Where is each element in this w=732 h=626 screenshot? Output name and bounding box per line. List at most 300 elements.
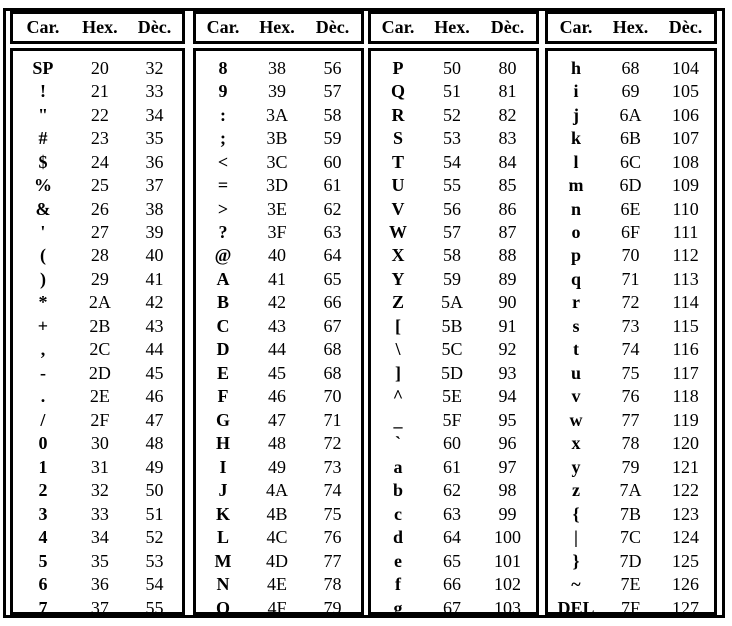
cell-dec: 64: [323, 245, 342, 266]
table-row: [196, 79, 361, 102]
cell-car: ;: [220, 128, 227, 149]
cell-hex: 51: [443, 81, 462, 102]
cell-hex: 59: [443, 268, 462, 289]
table-row: [371, 478, 536, 501]
cell-hex: 44: [268, 339, 287, 360]
table-row: [371, 361, 536, 384]
cell-hex: 29: [90, 268, 109, 289]
cell-dec: 87: [498, 222, 517, 243]
cell-hex: 37: [90, 597, 109, 618]
table-row: [13, 56, 182, 79]
cell-dec: 112: [672, 245, 699, 266]
cell-dec: 109: [672, 175, 700, 196]
cell-hex: 60: [443, 433, 462, 454]
table-row: [548, 478, 714, 501]
cell-car: ?: [218, 222, 228, 243]
cell-car: p: [570, 245, 581, 266]
header-hex: Hex.: [259, 17, 295, 37]
cell-car: b: [393, 480, 404, 501]
cell-hex: 3F: [267, 222, 287, 243]
cell-car: \: [395, 339, 401, 360]
cell-car: Z: [392, 292, 405, 313]
cell-car: ^: [392, 386, 404, 407]
cell-car: e: [394, 550, 403, 571]
table-row: [548, 572, 714, 595]
table-row: [196, 502, 361, 525]
cell-car: f: [395, 574, 402, 595]
table-row: [196, 56, 361, 79]
cell-dec: 50: [145, 480, 164, 501]
cell-hex: 76: [621, 386, 640, 407]
cell-hex: 3E: [267, 198, 288, 219]
table-row: [196, 314, 361, 337]
cell-dec: 77: [323, 550, 342, 571]
table-row: [13, 291, 182, 314]
cell-dec: 55: [145, 597, 164, 618]
cell-dec: 100: [494, 527, 522, 548]
header-dec: Dèc.: [490, 17, 525, 37]
cell-dec: 102: [494, 574, 522, 595]
cell-dec: 54: [145, 574, 164, 595]
cell-dec: 78: [323, 574, 342, 595]
cell-car: I: [219, 456, 227, 477]
cell-hex: 46: [268, 386, 287, 407]
cell-car: 0: [38, 433, 48, 454]
cell-dec: 125: [672, 550, 700, 571]
cell-car: ]: [395, 362, 402, 383]
cell-car: C: [216, 315, 230, 336]
cell-dec: 35: [145, 128, 164, 149]
cell-hex: 61: [443, 456, 462, 477]
cell-car: 8: [218, 57, 228, 78]
table-row: [548, 455, 714, 478]
cell-hex: 23: [90, 128, 109, 149]
cell-dec: 40: [145, 245, 164, 266]
table-panel-4: [545, 11, 717, 618]
cell-hex: 25: [90, 175, 109, 196]
cell-dec: 96: [498, 433, 517, 454]
cell-dec: 37: [145, 175, 164, 196]
cell-dec: 36: [145, 151, 164, 172]
cell-car: X: [391, 245, 405, 266]
cell-dec: 98: [498, 480, 517, 501]
cell-hex: 2D: [88, 362, 111, 383]
table-row: [13, 338, 182, 361]
cell-car: 3: [38, 503, 48, 524]
cell-dec: 49: [145, 456, 164, 477]
cell-hex: 3D: [266, 175, 289, 196]
cell-hex: 73: [621, 315, 640, 336]
table-row: [548, 408, 714, 431]
cell-dec: 103: [494, 597, 522, 618]
cell-dec: 108: [672, 151, 700, 172]
cell-car: d: [393, 527, 404, 548]
table-row: [548, 220, 714, 243]
cell-dec: 88: [498, 245, 517, 266]
cell-car: @: [214, 245, 232, 266]
cell-hex: 71: [621, 268, 640, 289]
cell-car: N: [216, 574, 230, 595]
cell-car: L: [217, 527, 230, 548]
table-row: [13, 150, 182, 173]
header-car: Car.: [381, 17, 415, 37]
table-row: [13, 244, 182, 267]
table-row: [548, 267, 714, 290]
cell-hex: 2B: [89, 315, 111, 336]
cell-dec: 46: [145, 386, 164, 407]
cell-dec: 111: [672, 222, 699, 243]
table-row: [196, 126, 361, 149]
cell-dec: 61: [323, 175, 342, 196]
table-row: [13, 455, 182, 478]
header-hex: Hex.: [434, 17, 470, 37]
cell-hex: 4C: [266, 527, 288, 548]
cell-car: |: [574, 527, 578, 548]
cell-car: t: [572, 339, 579, 360]
table-row: [196, 432, 361, 455]
cell-hex: 52: [443, 104, 462, 125]
cell-hex: 4A: [266, 480, 289, 501]
cell-dec: 94: [498, 386, 517, 407]
cell-dec: 85: [498, 175, 517, 196]
table-row: [13, 478, 182, 501]
cell-hex: 58: [443, 245, 462, 266]
table-row: [196, 267, 361, 290]
cell-dec: 84: [498, 151, 517, 172]
table-row: [196, 338, 361, 361]
table-row: [548, 56, 714, 79]
cell-hex: 35: [90, 550, 109, 571]
table-row: [548, 338, 714, 361]
cell-car: 2: [38, 480, 48, 501]
cell-car: D: [216, 339, 230, 360]
cell-car: T: [392, 151, 405, 172]
cell-car: n: [570, 198, 581, 219]
column-header-row: [10, 11, 185, 44]
cell-car: ": [37, 104, 48, 125]
table-row: [196, 150, 361, 173]
table-row: [196, 220, 361, 243]
cell-hex: 39: [268, 81, 287, 102]
cell-car: q: [570, 268, 581, 289]
cell-car: z: [571, 480, 580, 501]
table-panel-3: [368, 11, 539, 618]
cell-dec: 123: [672, 503, 700, 524]
cell-car: A: [216, 268, 230, 289]
table-row: [548, 103, 714, 126]
cell-car: E: [217, 362, 230, 383]
cell-hex: 42: [268, 292, 287, 313]
cell-hex: 5B: [441, 315, 463, 336]
cell-hex: 62: [443, 480, 462, 501]
cell-car: DEL: [557, 597, 595, 618]
table-row: [13, 361, 182, 384]
table-row: [371, 173, 536, 196]
cell-dec: 107: [672, 128, 700, 149]
cell-hex: 31: [90, 456, 109, 477]
table-row: [196, 478, 361, 501]
cell-hex: 4F: [267, 597, 287, 618]
header-dec: Dèc.: [668, 17, 703, 37]
cell-hex: 3B: [266, 128, 288, 149]
cell-dec: 74: [323, 480, 342, 501]
cell-car: h: [570, 57, 581, 78]
cell-car: K: [216, 503, 231, 524]
cell-hex: 5A: [441, 292, 464, 313]
cell-hex: 27: [90, 222, 109, 243]
cell-car: :: [220, 104, 227, 125]
table-body: [193, 48, 364, 618]
cell-dec: 113: [672, 268, 699, 289]
cell-dec: 68: [323, 339, 342, 360]
table-row: [371, 220, 536, 243]
table-row: [13, 126, 182, 149]
table-panel-1: [10, 11, 185, 618]
cell-car: +: [37, 315, 49, 336]
cell-hex: 74: [621, 339, 640, 360]
cell-hex: 3C: [266, 151, 288, 172]
cell-car: ,: [40, 339, 46, 360]
cell-hex: 53: [443, 128, 462, 149]
cell-dec: 79: [323, 597, 342, 618]
cell-dec: 56: [323, 57, 342, 78]
cell-hex: 3A: [266, 104, 289, 125]
table-row: [13, 385, 182, 408]
table-row: [548, 197, 714, 220]
cell-dec: 75: [323, 503, 342, 524]
cell-hex: 6E: [620, 198, 641, 219]
cell-dec: 59: [323, 128, 342, 149]
cell-car: 4: [38, 527, 48, 548]
cell-dec: 72: [323, 433, 342, 454]
table-row: [371, 596, 536, 619]
table-row: [548, 126, 714, 149]
cell-hex: 30: [90, 433, 109, 454]
table-row: [196, 291, 361, 314]
table-row: [548, 502, 714, 525]
cell-hex: 79: [621, 456, 640, 477]
cell-dec: 91: [498, 315, 517, 336]
header-hex: Hex.: [612, 17, 649, 37]
table-row: [371, 572, 536, 595]
cell-dec: 120: [672, 433, 700, 454]
cell-hex: 55: [443, 175, 462, 196]
table-row: [548, 361, 714, 384]
column-header-row: [193, 11, 364, 44]
cell-hex: 78: [621, 433, 640, 454]
cell-car: SP: [32, 57, 54, 78]
cell-dec: 73: [323, 456, 342, 477]
cell-hex: 4B: [266, 503, 288, 524]
cell-dec: 124: [672, 527, 700, 548]
cell-car: M: [214, 550, 232, 571]
cell-dec: 47: [145, 409, 164, 430]
cell-car: w: [569, 409, 583, 430]
cell-hex: 49: [268, 456, 287, 477]
cell-dec: 121: [672, 456, 700, 477]
cell-car: o: [571, 222, 581, 243]
cell-car: V: [391, 198, 405, 219]
column-header-row: [368, 11, 539, 44]
cell-car: k: [570, 128, 581, 149]
cell-dec: 57: [323, 81, 342, 102]
table-row: [196, 197, 361, 220]
table-row: [548, 549, 714, 572]
cell-hex: 7C: [620, 527, 642, 548]
cell-hex: 40: [268, 245, 287, 266]
cell-car: _: [393, 409, 403, 430]
cell-hex: 43: [268, 315, 287, 336]
cell-car: v: [571, 386, 581, 407]
cell-dec: 117: [672, 362, 699, 383]
cell-dec: 67: [323, 315, 342, 336]
cell-car: &: [35, 198, 51, 219]
table-row: [371, 197, 536, 220]
cell-dec: 83: [498, 128, 517, 149]
cell-dec: 41: [145, 268, 164, 289]
table-row: [13, 549, 182, 572]
cell-hex: 56: [443, 198, 462, 219]
cell-dec: 95: [498, 409, 517, 430]
cell-dec: 63: [323, 222, 342, 243]
cell-hex: 45: [268, 362, 287, 383]
cell-hex: 24: [90, 151, 109, 172]
cell-car: .: [40, 386, 46, 407]
cell-car: (: [39, 245, 46, 266]
table-row: [196, 596, 361, 619]
cell-hex: 66: [443, 574, 462, 595]
table-row: [548, 244, 714, 267]
table-row: [548, 173, 714, 196]
cell-dec: 60: [323, 151, 342, 172]
cell-car: !: [39, 81, 46, 102]
cell-car: /: [40, 409, 46, 430]
table-row: [196, 455, 361, 478]
cell-car: ~: [571, 574, 581, 595]
cell-car: j: [572, 104, 579, 125]
cell-hex: 7A: [619, 480, 642, 501]
cell-car: P: [392, 57, 404, 78]
cell-dec: 110: [672, 198, 699, 219]
cell-dec: 81: [498, 81, 517, 102]
cell-car: J: [218, 480, 228, 501]
cell-hex: 5E: [442, 386, 463, 407]
table-row: [13, 596, 182, 619]
cell-dec: 115: [672, 315, 699, 336]
table-row: [196, 103, 361, 126]
cell-car: {: [572, 503, 580, 524]
cell-car: u: [570, 362, 581, 383]
table-row: [13, 220, 182, 243]
table-row: [371, 525, 536, 548]
cell-hex: 2A: [88, 292, 111, 313]
cell-car: W: [389, 222, 408, 243]
cell-car: `: [395, 433, 402, 454]
cell-hex: 70: [621, 245, 640, 266]
table-row: [196, 549, 361, 572]
cell-dec: 52: [145, 527, 164, 548]
cell-car: $: [38, 151, 48, 172]
cell-dec: 89: [498, 268, 517, 289]
table-row: [13, 502, 182, 525]
cell-hex: 22: [90, 104, 109, 125]
cell-hex: 77: [621, 409, 640, 430]
cell-dec: 97: [498, 456, 517, 477]
header-car: Car.: [206, 17, 240, 37]
cell-dec: 45: [145, 362, 164, 383]
table-row: [371, 79, 536, 102]
table-row: [196, 173, 361, 196]
cell-hex: 7D: [619, 550, 642, 571]
header-dec: Dèc.: [315, 17, 350, 37]
column-header-row: [545, 11, 717, 44]
cell-dec: 32: [145, 57, 164, 78]
table-row: [548, 596, 714, 619]
cell-hex: 67: [443, 597, 462, 618]
table-body: [10, 48, 185, 618]
cell-dec: 39: [145, 222, 164, 243]
cell-hex: 69: [621, 81, 640, 102]
cell-car: 7: [38, 597, 48, 618]
cell-hex: 20: [90, 57, 109, 78]
table-row: [371, 432, 536, 455]
cell-car: ': [40, 222, 46, 243]
cell-dec: 106: [672, 104, 700, 125]
table-panel-2: [193, 11, 364, 618]
cell-car: 6: [38, 574, 48, 595]
cell-dec: 76: [323, 527, 342, 548]
cell-car: B: [217, 292, 230, 313]
cell-dec: 93: [498, 362, 517, 383]
table-row: [371, 408, 536, 431]
cell-dec: 119: [672, 409, 699, 430]
table-row: [371, 150, 536, 173]
table-row: [548, 79, 714, 102]
cell-car: l: [573, 151, 579, 172]
header-car: Car.: [26, 17, 60, 37]
table-row: [548, 291, 714, 314]
cell-dec: 33: [145, 81, 164, 102]
table-row: [13, 525, 182, 548]
header-dec: Dèc.: [137, 17, 172, 37]
table-row: [371, 338, 536, 361]
table-row: [371, 56, 536, 79]
cell-hex: 7E: [620, 574, 641, 595]
table-row: [371, 267, 536, 290]
cell-car: }: [572, 550, 580, 571]
cell-hex: 33: [90, 503, 109, 524]
table-row: [548, 432, 714, 455]
cell-hex: 5F: [442, 409, 462, 430]
cell-dec: 68: [323, 362, 342, 383]
cell-hex: 47: [268, 409, 287, 430]
cell-car: 5: [38, 550, 48, 571]
cell-hex: 6F: [621, 222, 641, 243]
cell-hex: 26: [90, 198, 109, 219]
cell-car: 1: [38, 456, 48, 477]
cell-hex: 72: [621, 292, 640, 313]
table-row: [548, 525, 714, 548]
cell-dec: 92: [498, 339, 517, 360]
table-row: [371, 314, 536, 337]
cell-dec: 104: [672, 57, 700, 78]
table-row: [13, 173, 182, 196]
cell-car: i: [573, 81, 579, 102]
cell-car: F: [217, 386, 229, 407]
cell-dec: 71: [323, 409, 342, 430]
cell-car: G: [216, 409, 231, 430]
cell-dec: 66: [323, 292, 342, 313]
